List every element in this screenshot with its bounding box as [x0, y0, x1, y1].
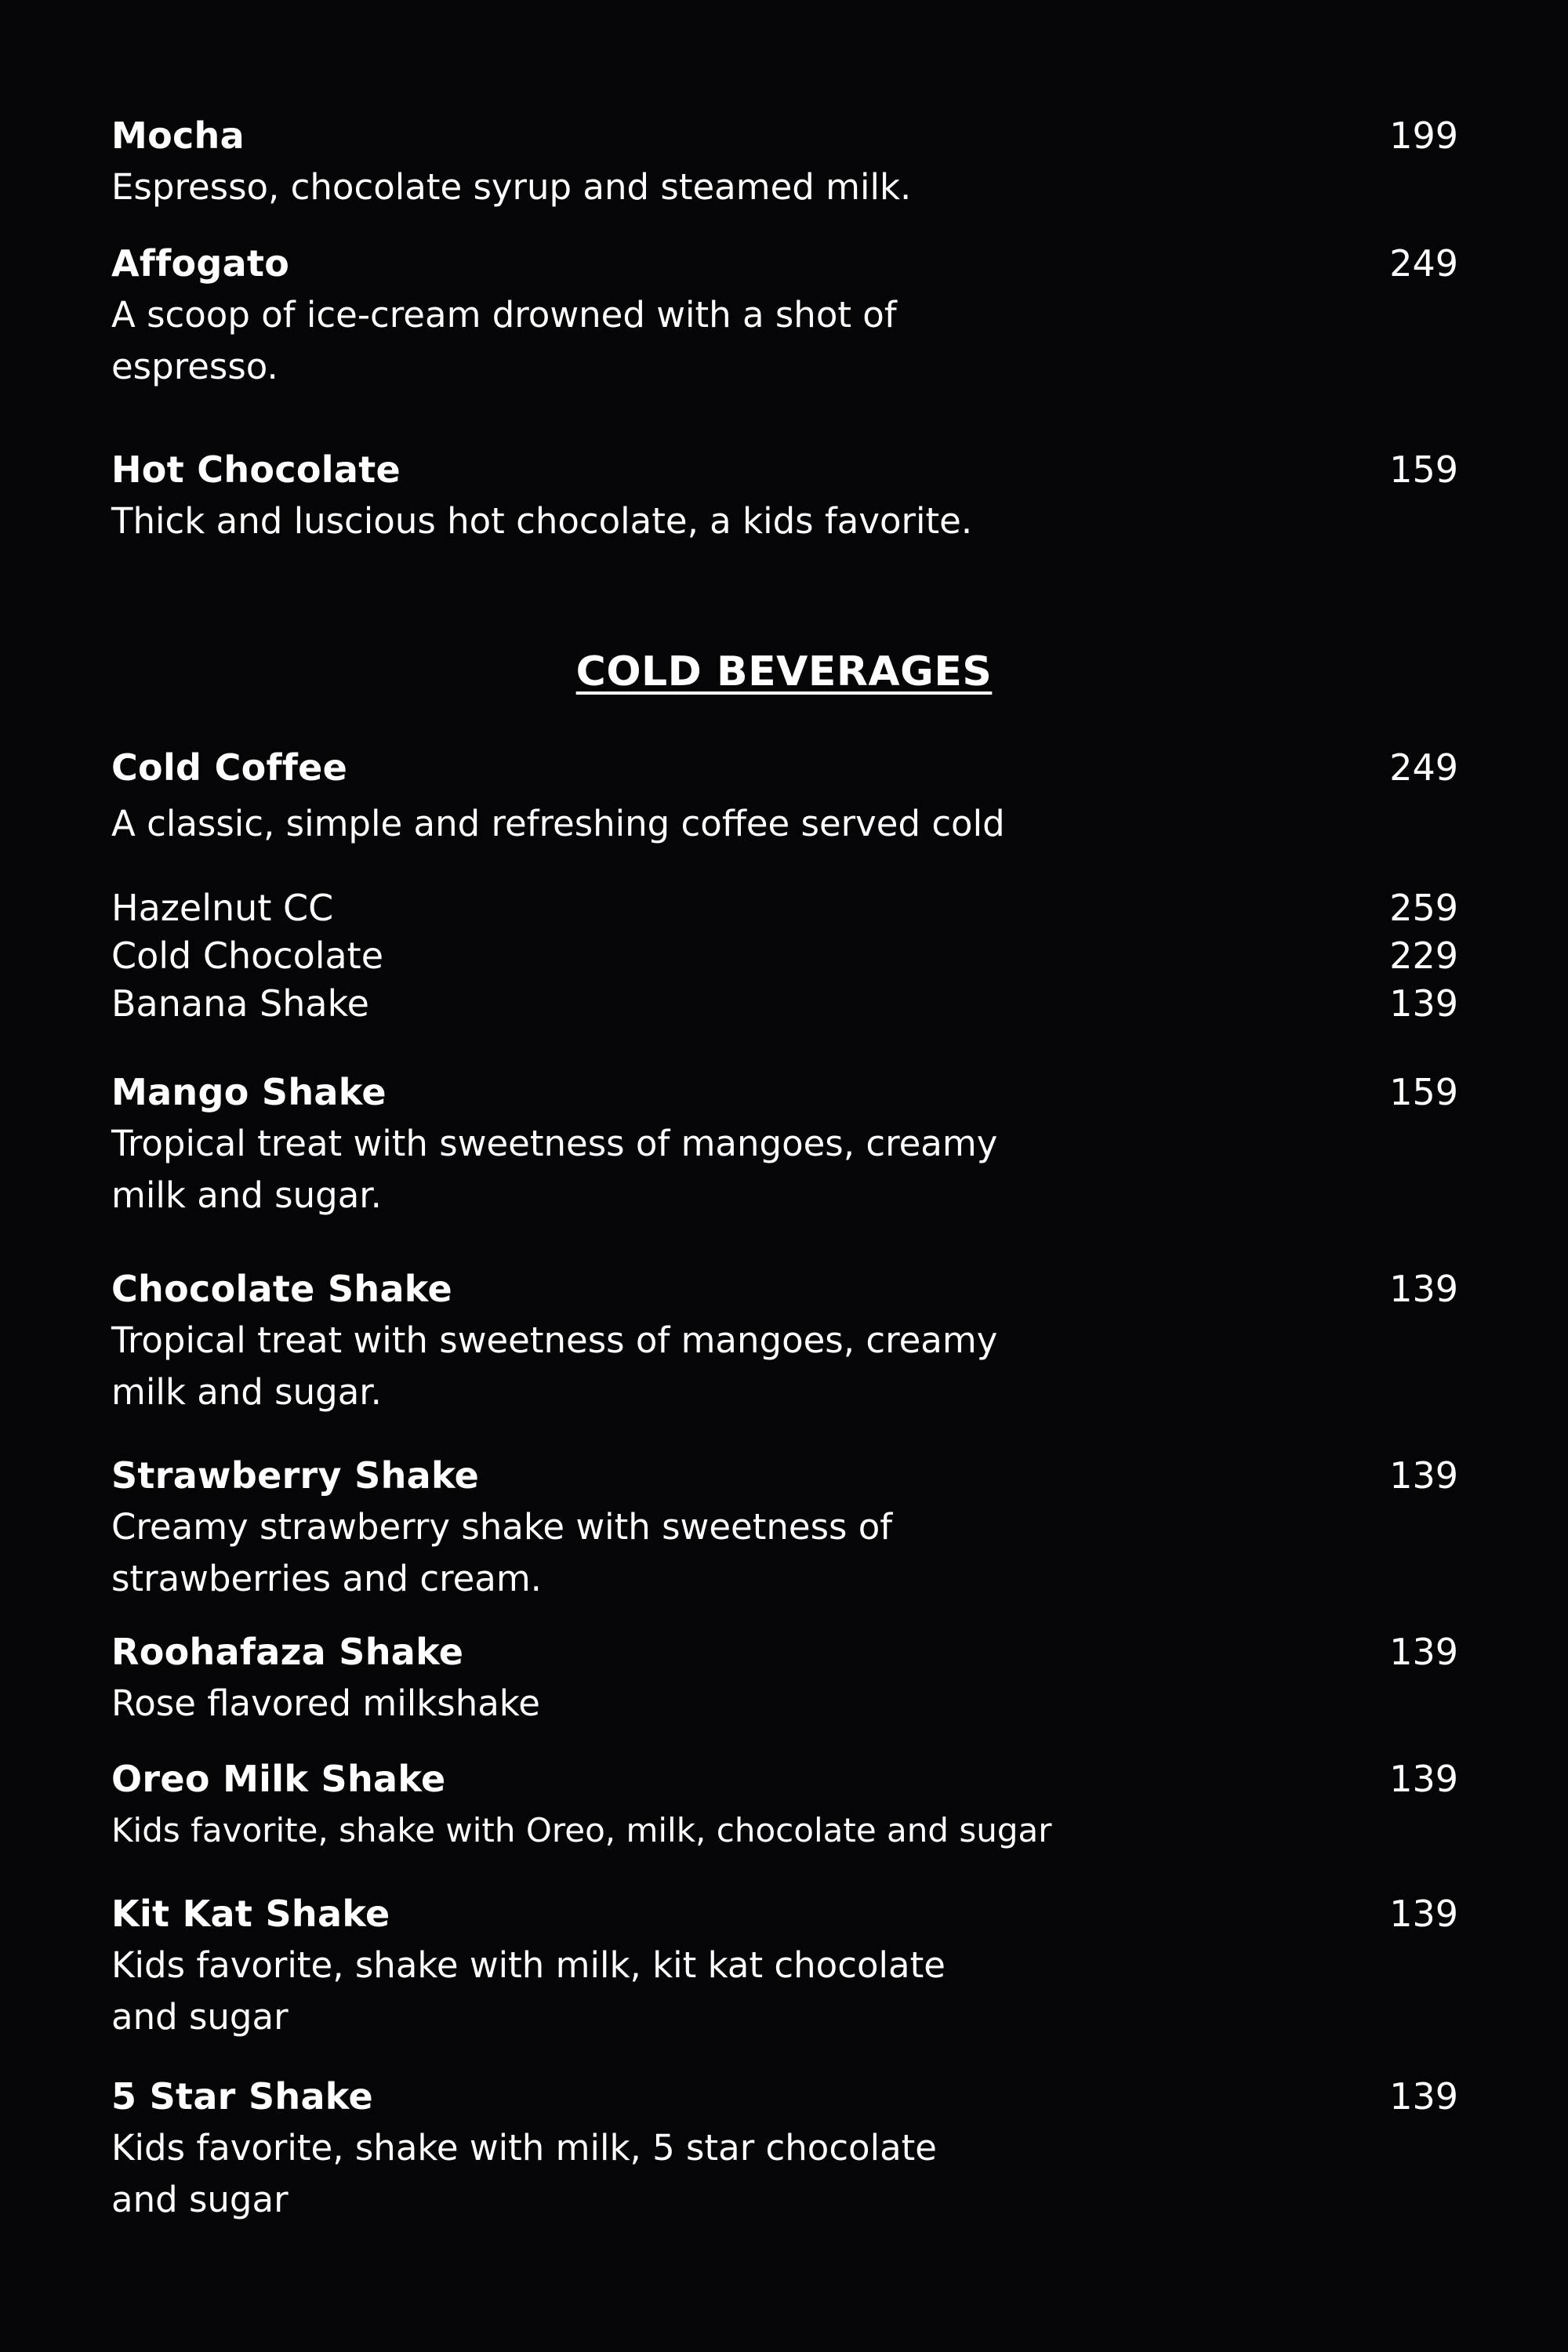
menu-item-hot-chocolate — [111, 444, 1458, 547]
section-title-cold-beverages — [0, 644, 1568, 699]
item-description: Thick and luscious hot chocolate, a kids favorite. — [111, 500, 973, 542]
menu-item-affogato — [111, 238, 1458, 393]
item-price: 139 — [1389, 982, 1458, 1025]
item-name: Cold Coffee — [111, 746, 348, 789]
item-description: Espresso, chocolate syrup and steamed milk. — [111, 166, 912, 208]
item-name: Mango Shake — [111, 1071, 387, 1113]
item-name: Banana Shake — [111, 982, 369, 1025]
menu-item-oreo-milk-shake — [111, 1753, 1458, 1857]
menu-item-hazelnut-cc — [111, 884, 1458, 932]
item-price: 159 — [1389, 448, 1458, 491]
item-price: 229 — [1389, 935, 1458, 977]
item-name: Strawberry Shake — [111, 1454, 480, 1497]
menu-item-5-star-shake — [111, 2071, 1458, 2226]
menu-item-chocolate-shake — [111, 1263, 1458, 1418]
menu-item-mocha — [111, 110, 1458, 213]
item-name: Hot Chocolate — [111, 448, 401, 491]
item-price: 139 — [1389, 1631, 1458, 1673]
item-description: Rose flavored milkshake — [111, 1682, 540, 1724]
item-description: Kids favorite, shake with milk, 5 star chocolate and sugar — [111, 2127, 937, 2220]
item-description: Kids favorite, shake with Oreo, milk, chocolate and sugar — [111, 1811, 1052, 1849]
item-price: 139 — [1389, 1268, 1458, 1310]
item-price: 159 — [1389, 1071, 1458, 1113]
item-description: A scoop of ice-cream drowned with a shot of espresso. — [111, 294, 897, 387]
item-description: Tropical treat with sweetness of mangoes, creamy milk and sugar. — [111, 1319, 998, 1413]
item-price: 139 — [1389, 1454, 1458, 1497]
menu-item-cold-chocolate — [111, 932, 1458, 980]
item-name: Mocha — [111, 114, 245, 157]
item-price: 199 — [1389, 114, 1458, 157]
item-price: 249 — [1389, 242, 1458, 285]
item-description: Creamy strawberry shake with sweetness of strawberries and cream. — [111, 1506, 893, 1599]
item-name: Oreo Milk Shake — [111, 1758, 446, 1800]
item-name: Chocolate Shake — [111, 1268, 452, 1310]
plain-item-list — [111, 884, 1458, 1028]
item-price: 259 — [1389, 887, 1458, 929]
section-title-text: COLD BEVERAGES — [575, 648, 993, 695]
item-name: Cold Chocolate — [111, 935, 384, 977]
item-name: Kit Kat Shake — [111, 1893, 390, 1935]
menu-item-banana-shake — [111, 980, 1458, 1028]
item-name: Hazelnut CC — [111, 887, 334, 929]
menu-item-strawberry-shake — [111, 1450, 1458, 1605]
item-price: 139 — [1389, 1893, 1458, 1935]
item-name: Roohafaza Shake — [111, 1631, 464, 1673]
item-description: Tropical treat with sweetness of mangoes, creamy milk and sugar. — [111, 1123, 998, 1216]
menu-item-cold-coffee — [111, 742, 1458, 850]
item-price: 139 — [1389, 2075, 1458, 2118]
item-name: Affogato — [111, 242, 290, 285]
menu-item-mango-shake — [111, 1066, 1458, 1221]
item-price: 139 — [1389, 1758, 1458, 1800]
item-price: 249 — [1389, 746, 1458, 789]
menu-item-kit-kat-shake — [111, 1888, 1458, 2043]
item-name: 5 Star Shake — [111, 2075, 373, 2118]
item-description: Kids favorite, shake with milk, kit kat chocolate and sugar — [111, 1944, 946, 2038]
menu-item-roohafaza-shake — [111, 1626, 1458, 1730]
item-description: A classic, simple and refreshing coffee served cold — [111, 803, 1005, 844]
